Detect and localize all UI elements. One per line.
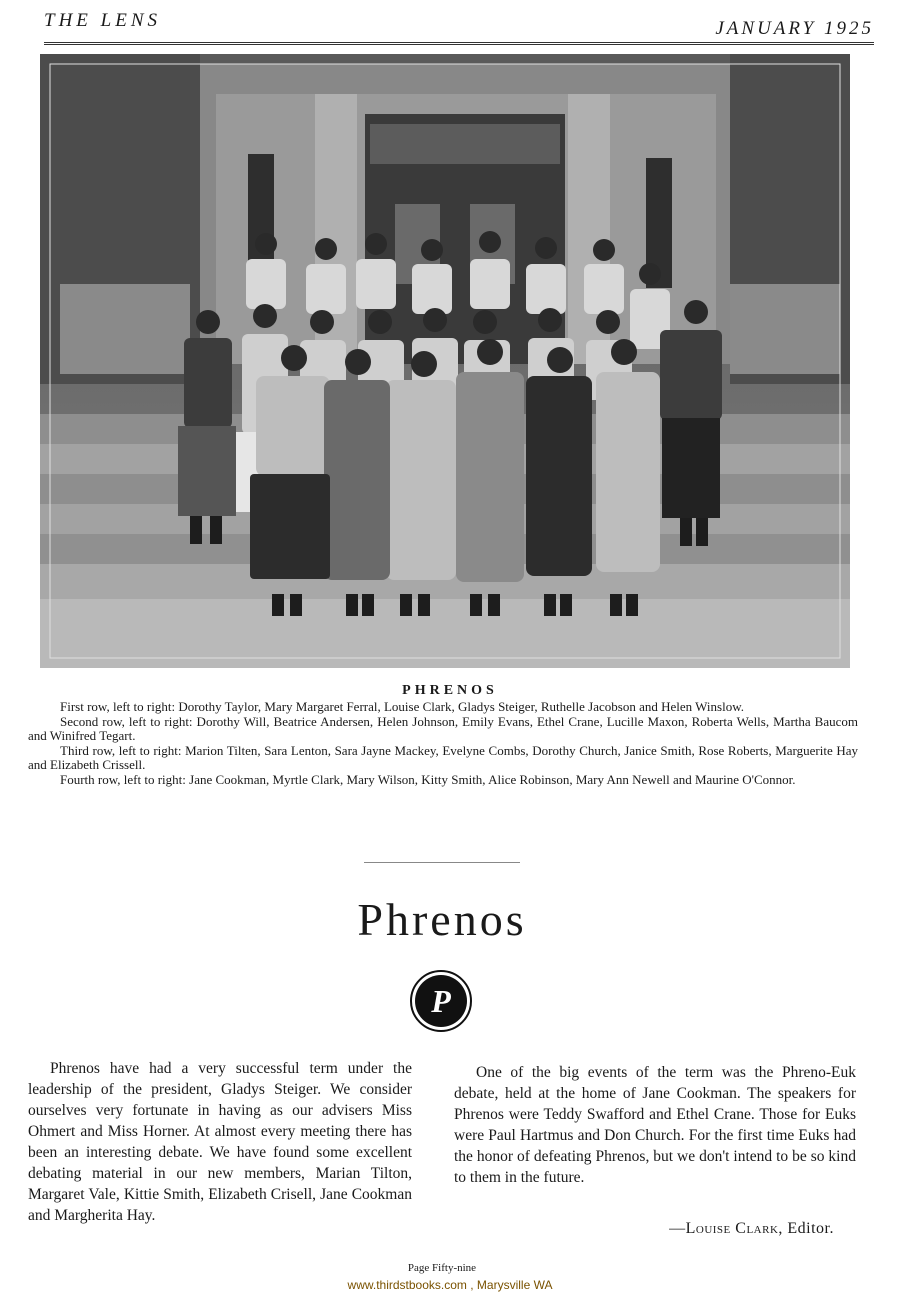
emblem-letter: P	[431, 983, 451, 1019]
section-divider	[364, 862, 520, 863]
signature-dash: —	[669, 1220, 686, 1237]
signature-name: Louise Clark	[685, 1220, 779, 1237]
right-column	[454, 1062, 856, 1188]
publication-title: THE LENS	[44, 10, 161, 31]
group-photo	[40, 54, 850, 668]
caption-row-first: First row, left to right: Dorothy Taylor, Mary Margaret Ferral, Louise Clark, Gladys Steiger, Ruthelle Jacobson and Helen Winslow.	[60, 699, 744, 714]
phrenos-emblem-icon	[410, 970, 472, 1032]
website-footer[interactable]: www.thirdstbooks.com , Marysville WA	[347, 1278, 553, 1292]
photo-caption	[28, 700, 858, 787]
caption-title: PHRENOS	[402, 683, 498, 698]
caption-row-second: Second row, left to right: Dorothy Will, Beatrice Andersen, Helen Johnson, Emily Evans, Ethel Crane, Lucille Maxon, Roberta Wells, Martha Baucom and Winifred Tegart.	[28, 713, 858, 743]
left-column	[28, 1058, 412, 1226]
caption-row-fourth: Fourth row, left to right: Jane Cookman, Myrtle Clark, Mary Wilson, Kitty Smith, Alice Robinson, Mary Ann Newell and Maurine O'Connor.	[60, 771, 796, 787]
left-paragraph: Phrenos have had a very successful term under the leadership of the president, Gladys Steiger. We consider ourselves very fortunate in having as our advisers Miss Ohmert and Miss Horner. At almost every meeting there has been an interesting debate. We have found some excellent debating material in our new members, Marian Tilton, Margaret Vale, Kittie Smith, Elizabeth Crisell, Jane Cookman and Margherita Hay.	[28, 1060, 412, 1224]
editor-signature	[669, 1220, 834, 1238]
issue-date: JANUARY 1925	[715, 18, 874, 39]
right-paragraph: One of the big events of the term was the Phreno-Euk debate, held at the home of Jane Cookman. The speakers for Phrenos were Teddy Swafford and Ethel Crane. Those for Euks were Paul Hartmus and Don Church. For the first time Euks had the honor of defeating Phrenos, but we don't intend to be so kind to them in the future.	[454, 1064, 856, 1186]
caption-row-third: Third row, left to right: Marion Tilten, Sara Lenton, Sara Jayne Mackey, Evelyne Combs, Dorothy Church, Janice Smith, Rose Roberts, Marguerite Hay and Elizabeth Crissell.	[28, 742, 858, 772]
section-title: Phrenos	[357, 894, 527, 945]
page-header	[44, 10, 874, 44]
header-rule	[44, 42, 874, 45]
signature-role: , Editor.	[778, 1220, 834, 1237]
page-number: Page Fifty-nine	[407, 1262, 477, 1274]
group-photo-icon	[40, 54, 850, 668]
